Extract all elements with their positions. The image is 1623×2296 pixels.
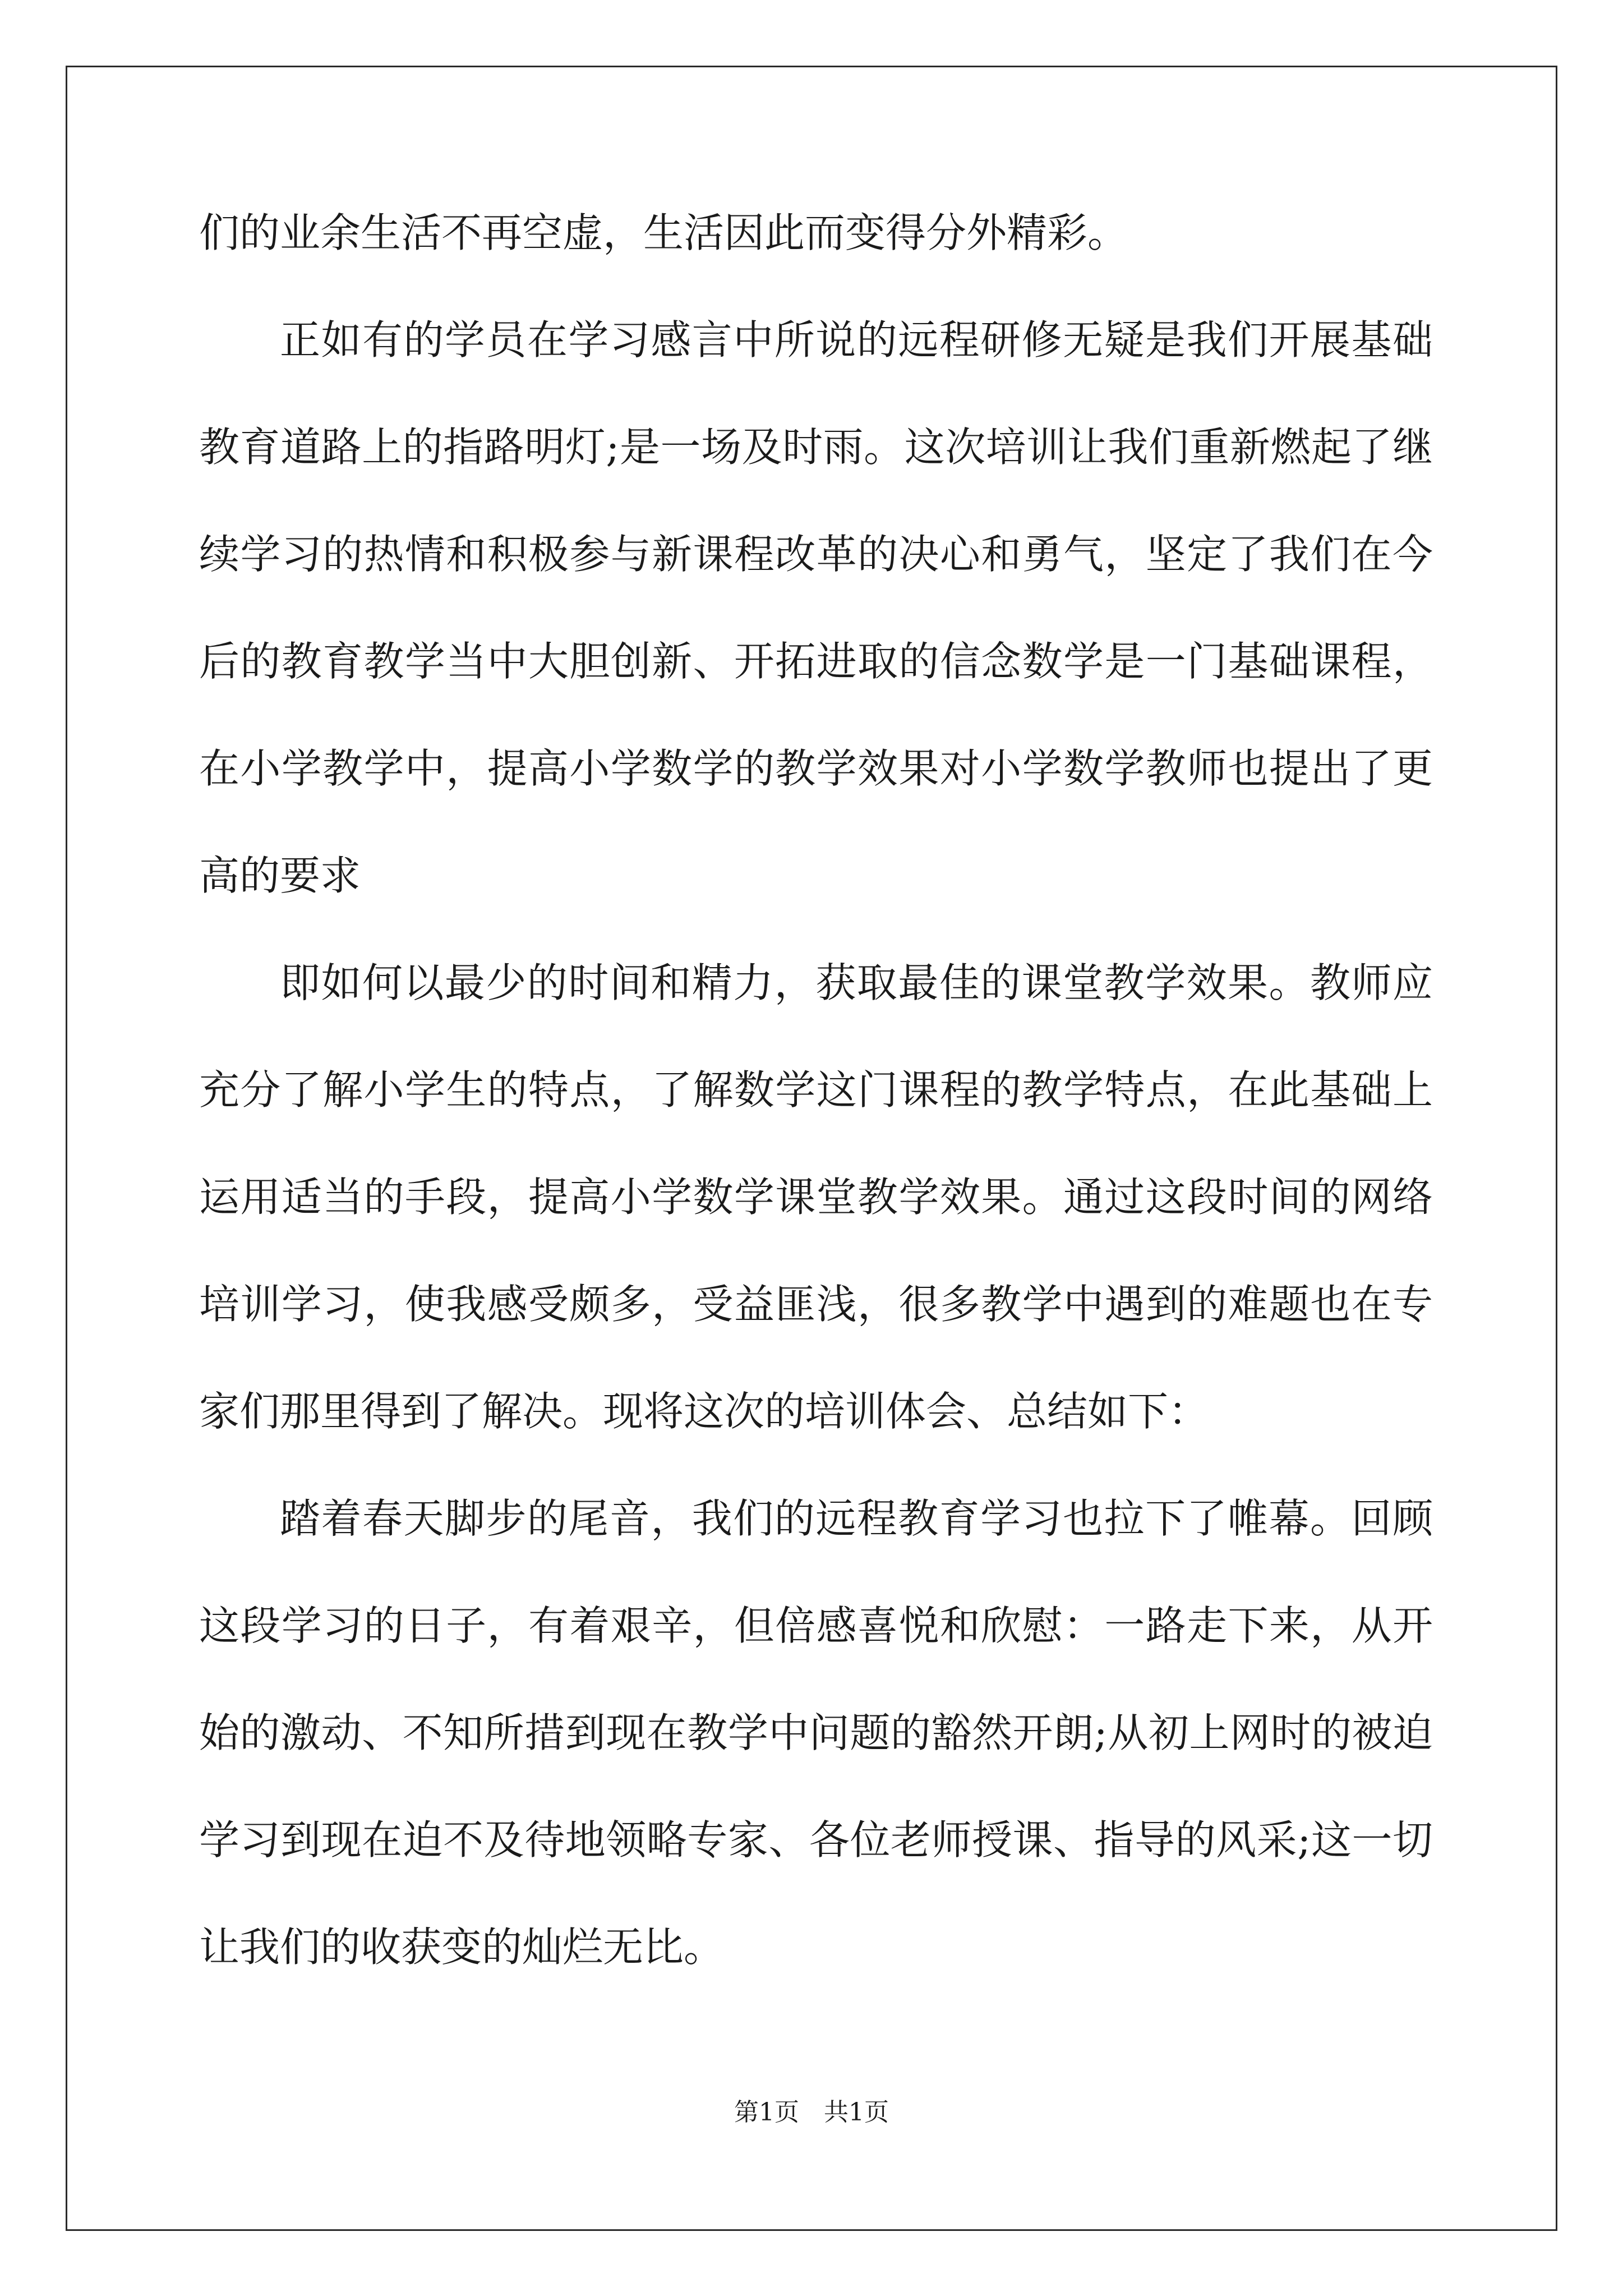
text-line: 始的激动、不知所措到现在教学中问题的豁然开朗;从初上网时的被迫	[199, 1709, 1433, 1756]
paragraph-first-line: 踏着春天脚步的尾音，我们的远程教育学习也拉下了帷幕。回顾	[280, 1495, 1433, 1542]
text-line: 后的教育教学当中大胆创新、开拓进取的信念数学是一门基础课程，	[199, 638, 1433, 685]
text-line: 让我们的收获变的灿烂无比。	[199, 1924, 725, 1971]
text-line: 续学习的热情和积极参与新课程改革的决心和勇气，坚定了我们在今	[199, 531, 1433, 578]
text-line: 们的业余生活不再空虚，生活因此而变得分外精彩。	[199, 209, 1128, 256]
text-line: 充分了解小学生的特点，了解数学这门课程的教学特点，在此基础上	[199, 1066, 1433, 1114]
text-line: 培训学习，使我感受颇多，受益匪浅，很多教学中遇到的难题也在专	[199, 1281, 1433, 1328]
text-line: 教育道路上的指路明灯;是一场及时雨。这次培训让我们重新燃起了继	[199, 424, 1433, 471]
text-line: 在小学教学中，提高小学数学的教学效果对小学数学教师也提出了更	[199, 745, 1433, 792]
text-line: 学习到现在迫不及待地领略专家、各位老师授课、指导的风采;这一切	[199, 1816, 1433, 1864]
page-number-footer: 第1页 共1页	[734, 2098, 889, 2127]
document-body	[199, 206, 1433, 2028]
text-line: 家们那里得到了解决。现将这次的培训体会、总结如下：	[199, 1388, 1209, 1435]
paragraph-first-line: 正如有的学员在学习感言中所说的远程研修无疑是我们开展基础	[280, 316, 1433, 364]
paragraph-first-line: 即如何以最少的时间和精力，获取最佳的课堂教学效果。教师应	[280, 959, 1433, 1006]
text-line: 这段学习的日子，有着艰辛，但倍感喜悦和欣慰：一路走下来，从开	[199, 1602, 1433, 1649]
text-line: 高的要求	[199, 852, 361, 899]
text-line: 运用适当的手段，提高小学数学课堂教学效果。通过这段时间的网络	[199, 1174, 1433, 1221]
